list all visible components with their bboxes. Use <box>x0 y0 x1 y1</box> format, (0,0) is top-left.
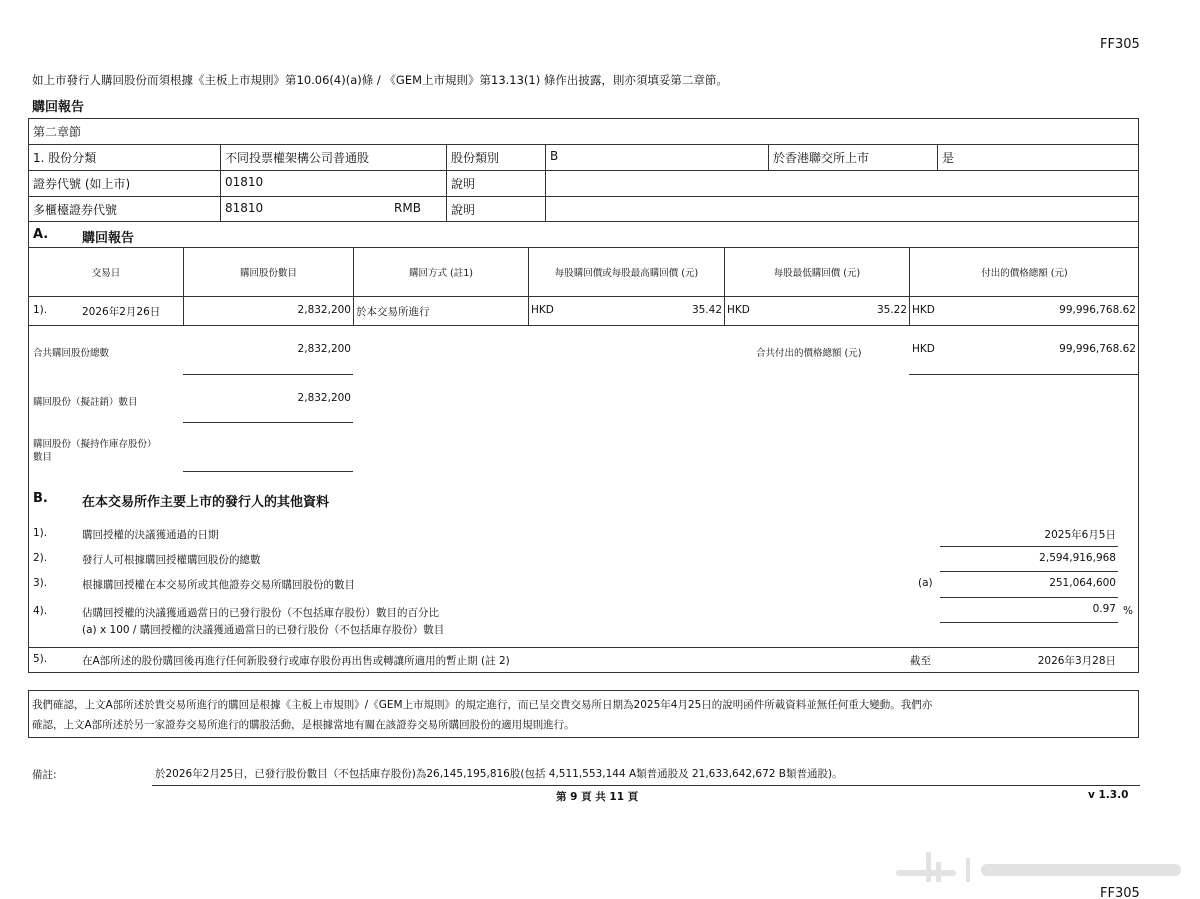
row-low-currency: HKD <box>727 304 750 316</box>
b-item-4-text-2: (a) x 100 / 購回授權的決議獲通過當日的已發行股份（不包括庫存股份）數目 <box>82 624 445 636</box>
b-item-5-value: 2026年3月28日 <box>1037 655 1116 667</box>
report-title: 購回報告 <box>32 100 85 115</box>
stock-code-desc-label: 說明 <box>451 177 476 191</box>
b-item-5-no: 5). <box>33 653 48 665</box>
multi-counter-code-label: 多櫃檯證券代號 <box>33 203 118 217</box>
section-b-title: 在本交易所作主要上市的發行人的其他資料 <box>82 495 330 510</box>
section-a-letter: A. <box>33 227 49 242</box>
form-code-bottom: FF305 <box>1100 886 1140 899</box>
watermark-graphic <box>896 848 1192 888</box>
confirmation-line-1: 我們確認，上文A部所述於貴交易所進行的購回是根據《主板上市規則》/《GEM上市規則》的規定進行，而已呈交貴交易所日期為2025年4月25日的說明函件所載資料並無任何重大變動。我們亦 <box>32 699 933 711</box>
stock-code-value: 01810 <box>225 175 264 189</box>
col-header-highest-price: 每股購回價或每股最高購回價 (元) <box>554 268 699 279</box>
col-header-method: 購回方式 (註1) <box>409 268 473 279</box>
multi-counter-code-value: 81810 <box>225 201 264 215</box>
b-item-1-text: 購回授權的決議獲通過的日期 <box>82 529 219 541</box>
b-item-5-text: 在A部所述的股份購回後再進行任何新股發行或庫存股份再出售或轉讓所適用的暫止期 (註 2) <box>82 655 510 667</box>
listed-value: 是 <box>942 151 955 165</box>
listed-label: 於香港聯交所上市 <box>773 151 870 165</box>
remarks-text: 於2026年2月25日，已發行股份數目（不包括庫存股份)為26,145,195,816股(包括 4,511,553,144 A類普通股及 21,633,642,672 B類普通股)。 <box>155 768 843 780</box>
share-class-value: 不同投票權架構公司普通股 <box>225 151 370 165</box>
row-high-currency: HKD <box>531 304 554 316</box>
row-method: 於本交易所進行 <box>356 306 430 318</box>
b-item-2-text: 發行人可根據購回授權購回股份的總數 <box>82 554 261 566</box>
share-type-label: 股份類別 <box>451 151 500 165</box>
row-high-price: 35.42 <box>691 304 722 316</box>
row-number: 1). <box>33 304 48 316</box>
col-header-shares: 購回股份數目 <box>239 268 297 279</box>
cancel-shares-value: 2,832,200 <box>297 392 351 404</box>
form-code-top: FF305 <box>1100 37 1140 52</box>
row-shares: 2,832,200 <box>297 304 351 316</box>
row-low-price: 35.22 <box>876 304 907 316</box>
b-item-3-value: 251,064,600 <box>1049 577 1116 589</box>
b-item-1-value: 2025年6月5日 <box>1044 529 1116 541</box>
col-header-date: 交易日 <box>91 268 121 279</box>
confirmation-line-2: 確認，上文A部所述於另一家證券交易所進行的購股活動，是根據當地有關在該證券交易所購回股份的適用規則進行。 <box>32 719 575 731</box>
section-a-title: 購回報告 <box>82 231 135 246</box>
col-header-lowest-price: 每股最低購回價 (元) <box>773 268 861 279</box>
cancel-shares-label: 購回股份（擬註銷）數目 <box>33 397 138 408</box>
b-item-3-mark: (a) <box>918 577 933 589</box>
row-total-paid: 99,996,768.62 <box>1059 304 1136 316</box>
b-item-4-value: 0.97 <box>1092 603 1116 615</box>
total-shares-label: 合共購回股份總數 <box>33 348 110 359</box>
intro-note: 如上市發行人購回股份而須根據《主板上市規則》第10.06(4)(a)條 / 《GEM上市規則》第13.13(1) 條作出披露，則亦須填妥第二章節。 <box>32 73 728 87</box>
b-item-4-text: 佔購回授權的決議獲通過當日的已發行股份（不包括庫存股份）數目的百分比 <box>82 607 439 619</box>
chapter-label: 第二章節 <box>33 125 82 139</box>
share-type-value: B <box>550 149 559 163</box>
b-item-3-no: 3). <box>33 577 48 589</box>
col-header-total-paid: 付出的價格總額 (元) <box>981 268 1068 279</box>
multi-counter-currency: RMB <box>394 201 421 215</box>
stock-code-label: 證券代號 (如上市) <box>33 177 131 191</box>
total-shares-value: 2,832,200 <box>297 343 351 355</box>
b-item-4-no: 4). <box>33 605 48 617</box>
total-paid-value: 99,996,768.62 <box>1059 343 1136 355</box>
b-item-3-text: 根據購回授權在本交易所或其他證券交易所購回股份的數目 <box>82 579 355 591</box>
share-class-label: 1. 股份分類 <box>33 151 97 165</box>
row-date: 2026年2月26日 <box>82 306 161 318</box>
b-item-4-unit: % <box>1123 605 1133 617</box>
b-item-1-no: 1). <box>33 527 48 539</box>
treasury-shares-label-1: 購回股份（擬持作庫存股份） <box>33 439 157 450</box>
b-item-2-no: 2). <box>33 552 48 564</box>
row-total-currency: HKD <box>912 304 935 316</box>
b-item-2-value: 2,594,916,968 <box>1039 552 1116 564</box>
section-b-letter: B. <box>33 491 48 506</box>
remarks-label: 備註: <box>32 769 57 781</box>
b-item-5-mark: 截至 <box>910 655 931 667</box>
treasury-shares-label-2: 數目 <box>33 452 53 463</box>
total-paid-currency: HKD <box>912 343 935 355</box>
page-number: 第 9 頁 共 11 頁 <box>556 791 639 803</box>
version: v 1.3.0 <box>1088 789 1129 801</box>
total-paid-label: 合共付出的價格總額 (元) <box>756 348 862 359</box>
multi-counter-desc-label: 說明 <box>451 203 476 217</box>
